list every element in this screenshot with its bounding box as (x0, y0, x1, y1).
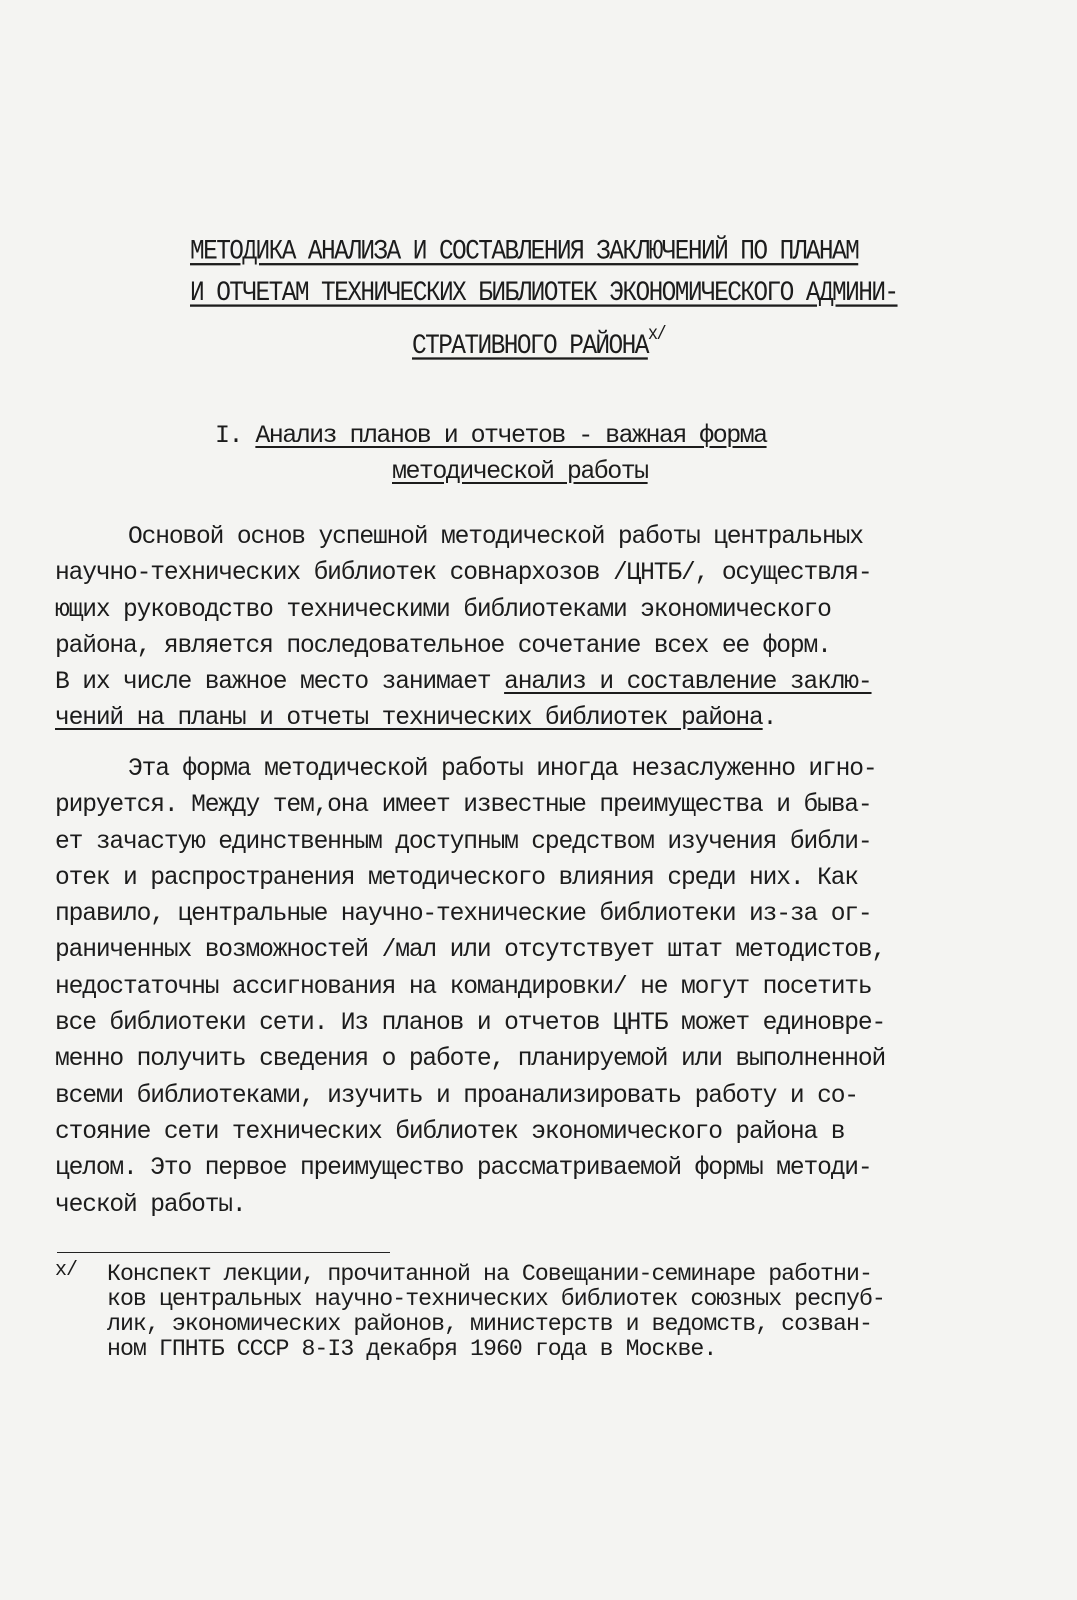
title-line-1: МЕТОДИКА АНАЛИЗА И СОСТАВЛЕНИЯ ЗАКЛЮЧЕНИЙ ПО ПЛАНАМ (190, 236, 859, 268)
title-footnote-mark: х/ (647, 324, 666, 346)
footnote (55, 1259, 1065, 1362)
paragraph-2-line: правило, центральные научно-технические библиотеки из-за ог- (55, 901, 872, 929)
footnote-line: Конспект лекции, прочитанной на Совещании-семинаре работни- (107, 1261, 872, 1287)
section-heading-text-1: Анализ планов и отчетов - важная форма (255, 421, 767, 450)
paragraph-2-line: ческой работы. (55, 1191, 246, 1219)
section-number: I. (215, 421, 256, 450)
paragraph-1-line (55, 701, 1055, 737)
footnote-text (55, 1262, 1065, 1362)
paragraph-2-line: Эта форма методической работы иногда незаслуженно игно- (128, 756, 877, 783)
paragraph-2-line: всеми библиотеками, изучить и проанализировать работу и со- (55, 1082, 858, 1110)
paragraph-2-line: отек и распространения методического влияния среди них. Как (55, 864, 858, 892)
footnote-line: лик, экономических районов, министерств и ведомств, созван- (107, 1311, 872, 1337)
footnote-line: ков центральных научно-технических библиотек союзных респуб- (107, 1286, 885, 1312)
footnote-divider (57, 1252, 390, 1253)
section-heading-line-2 (215, 454, 915, 490)
paragraph-1-period: . (762, 705, 777, 733)
paragraph-2-line: ет зачастую единственным доступным средством изучения библи- (55, 828, 872, 856)
paragraph-2 (55, 752, 1055, 1224)
paragraph-2-line: менно получить сведения о работе, планируемой или выполненной (55, 1046, 886, 1074)
paragraph-1-line: Основой основ успешной методической работы центральных (128, 524, 863, 551)
section-heading (215, 418, 915, 490)
paragraph-1-line: района, является последовательное сочетание всех ее форм. (55, 632, 831, 660)
paragraph-1-line (55, 665, 1055, 701)
paragraph-2-line: стояние сети технических библиотек экономического района в (55, 1118, 845, 1146)
paragraph-1-emphasis: анализ и составление заклю- (504, 669, 872, 697)
footnote-line: ном ГПНТБ СССР 8-I3 декабря 1960 года в Москве. (107, 1336, 717, 1362)
paragraph-2-line: рируется. Между тем,она имеет известные преимущества и быва- (55, 792, 872, 820)
title-line-3 (190, 315, 990, 368)
title-line-2: И ОТЧЕТАМ ТЕХНИЧЕСКИХ БИБЛИОТЕК ЭКОНОМИЧЕСКОГО АДМИНИ- (190, 278, 898, 310)
paragraph-2-line: целом. Это первое преимущество рассматриваемой формы методи- (55, 1155, 872, 1183)
title-line-3-text: СТРАТИВНОГО РАЙОНА (412, 330, 648, 362)
footnote-marker: х/ (55, 1259, 78, 1282)
document-title (190, 232, 990, 368)
paragraph-2-line: раниченных возможностей /мал или отсутствует штат методистов, (55, 937, 886, 965)
paragraph-1-line: ющих руководство техническими библиотеками экономического (55, 596, 831, 624)
paragraph-1-emphasis: чений на планы и отчеты технических библиотек района (55, 705, 763, 733)
paragraph-2-line: все библиотеки сети. Из планов и отчетов ЦНТБ может единовре- (55, 1010, 886, 1038)
paragraph-1-text: В их числе важное место занимает (55, 669, 505, 697)
section-heading-line-1 (215, 418, 915, 454)
paragraph-1-line: научно-технических библиотек совнархозов /ЦНТБ/, осуществля- (55, 560, 872, 588)
paragraph-1 (55, 520, 1055, 738)
section-heading-text-2: методической работы (392, 457, 648, 486)
paragraph-2-line: недостаточны ассигнования на командировки/ не могут посетить (55, 973, 872, 1001)
